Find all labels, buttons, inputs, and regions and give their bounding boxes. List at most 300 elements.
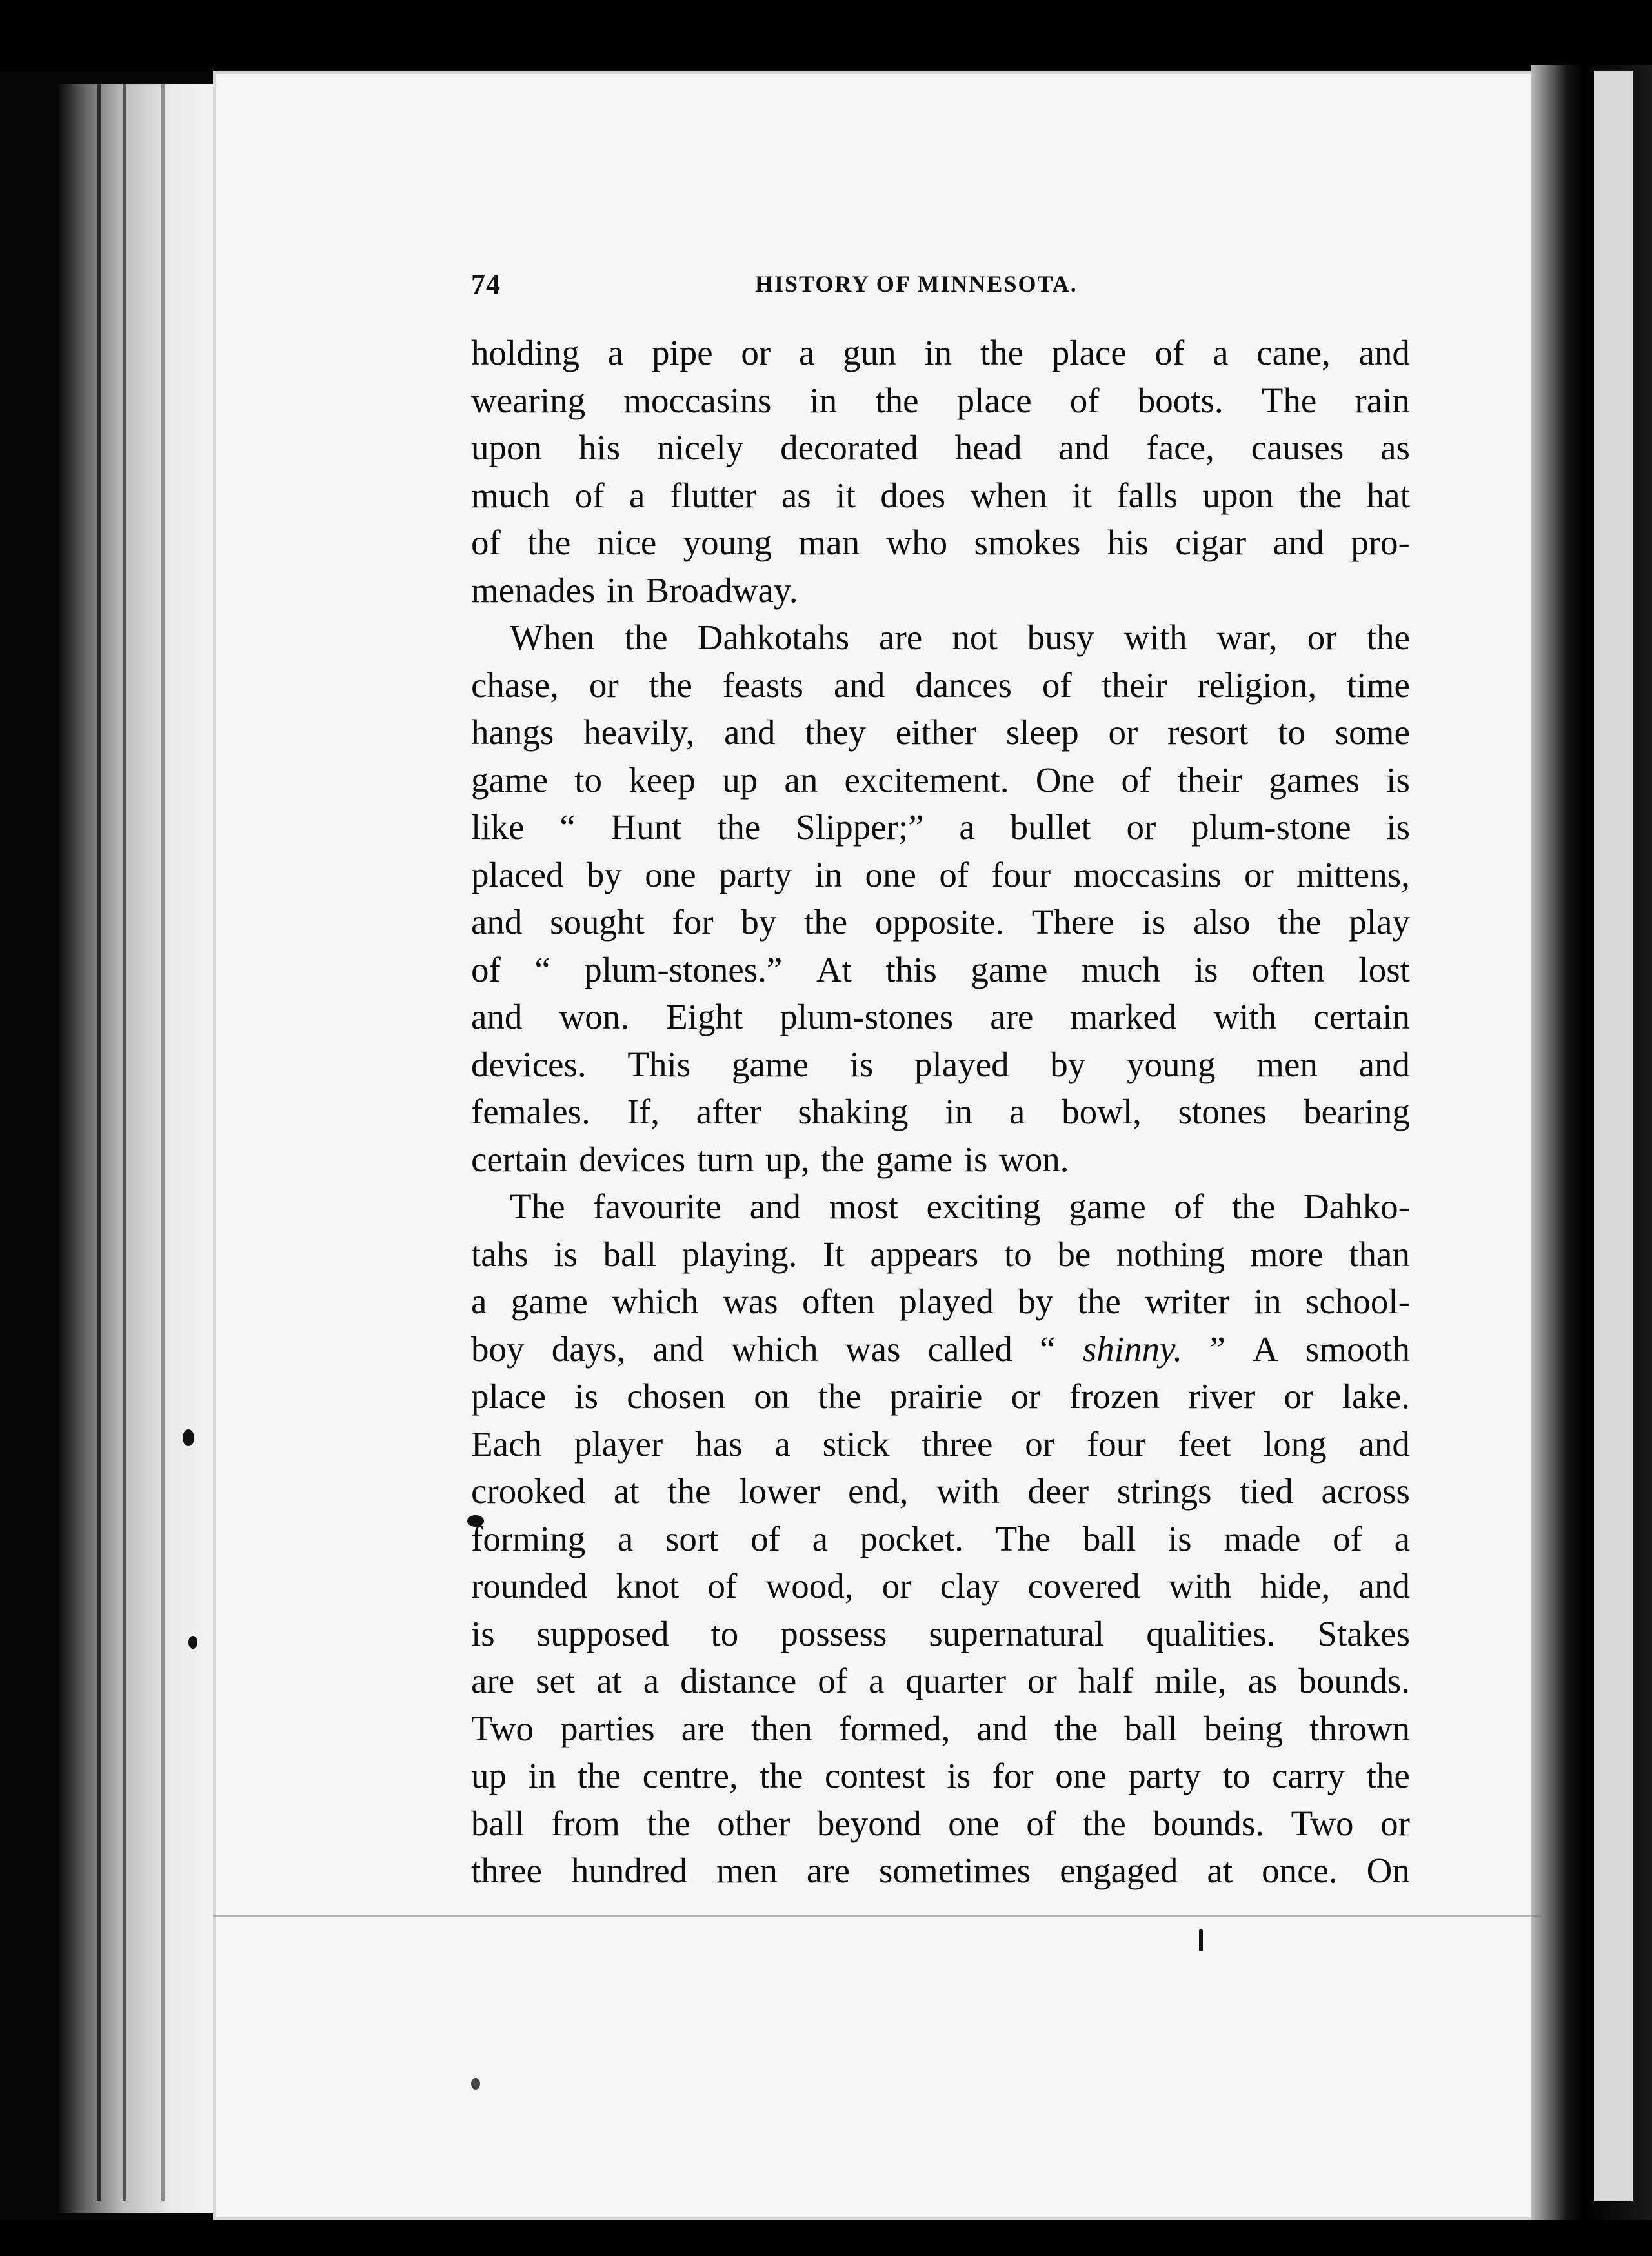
word: place [1051, 333, 1127, 372]
word: half [1078, 1661, 1134, 1700]
word: has [695, 1424, 743, 1464]
word: falls [1116, 475, 1178, 515]
word: Stakes [1317, 1613, 1410, 1653]
word: the [760, 1756, 803, 1795]
word: excitement. [844, 760, 1009, 800]
word: is [849, 1044, 874, 1084]
word: by [586, 854, 622, 894]
word: played [899, 1282, 994, 1321]
word: head [954, 428, 1022, 467]
word: and [1273, 523, 1324, 562]
word: end, [848, 1471, 909, 1511]
scan-artifact-line [213, 1915, 1542, 1917]
word: Hunt [610, 807, 682, 847]
word: of [1042, 665, 1072, 705]
word: is [1386, 760, 1410, 800]
word: young [1126, 1044, 1216, 1084]
word: females. [471, 1092, 590, 1131]
word: a [798, 333, 815, 372]
text-line [471, 1467, 1410, 1515]
word: strings [1116, 1471, 1212, 1511]
word: is [574, 1376, 598, 1416]
word: knot [616, 1566, 680, 1606]
word: sleep [1005, 712, 1079, 752]
word: a [471, 1282, 487, 1321]
word: in [945, 1092, 973, 1131]
word: devices [579, 1139, 686, 1179]
word: smokes [974, 523, 1081, 562]
text-line [471, 472, 1410, 519]
word: long [1263, 1424, 1327, 1464]
page-edge-line [123, 84, 126, 2201]
word: is [1194, 949, 1218, 989]
word: The [995, 1518, 1051, 1558]
word: wearing [471, 380, 586, 420]
word: one [948, 1803, 1000, 1843]
word: a [812, 1518, 828, 1558]
word: four [991, 854, 1051, 894]
word: One [1035, 760, 1095, 800]
word: stick [822, 1424, 890, 1464]
text-line [471, 424, 1410, 472]
word: his [1107, 523, 1149, 562]
word: being [1204, 1708, 1284, 1748]
word: cigar [1175, 523, 1247, 562]
word: the [624, 618, 668, 657]
word: favourite [593, 1187, 721, 1226]
word: much [1081, 949, 1161, 989]
word: lower [739, 1471, 820, 1511]
word: man [798, 523, 860, 562]
word: quarter [905, 1661, 1007, 1700]
text-line [471, 377, 1410, 425]
word: the [577, 1756, 621, 1795]
word: supernatural [929, 1613, 1105, 1653]
word: of [1333, 1518, 1362, 1558]
text-line [471, 946, 1410, 994]
word: and [471, 997, 523, 1036]
word: the [1054, 1708, 1098, 1748]
word: Slipper;” [796, 807, 924, 847]
page-number: 74 [471, 268, 501, 300]
word: smooth [1305, 1329, 1410, 1369]
word: On [1366, 1851, 1410, 1890]
word: A [1253, 1329, 1278, 1369]
word: other [717, 1803, 791, 1843]
word: Eight [666, 997, 743, 1036]
word: up [471, 1756, 507, 1795]
word: to [1003, 1234, 1032, 1274]
word: be [1057, 1234, 1091, 1274]
word: once. [1262, 1851, 1338, 1890]
word: is [554, 1234, 578, 1274]
word: of [750, 1518, 780, 1558]
running-head: HISTORY OF MINNESOTA. [755, 271, 1078, 297]
word: his [578, 428, 621, 467]
word: lost [1358, 949, 1410, 989]
word: with [936, 1471, 1000, 1511]
word: game [876, 1139, 953, 1179]
word: deer [1027, 1471, 1089, 1511]
word: the [1278, 902, 1322, 942]
word: the [1366, 618, 1410, 657]
word: the [1082, 1803, 1126, 1843]
text-line [471, 1041, 1410, 1089]
word: bounds. [1298, 1661, 1410, 1700]
word: place [471, 1376, 547, 1416]
word: in [809, 380, 838, 420]
word: are [879, 618, 923, 657]
word: at [613, 1471, 640, 1511]
word: a [643, 1661, 660, 1700]
bottom-dark-margin [0, 2220, 1652, 2256]
word: marked [1070, 997, 1177, 1036]
word: opposite. [874, 902, 1005, 942]
word: moccasins [623, 380, 772, 420]
word: in [607, 570, 634, 610]
word: qualities. [1146, 1613, 1276, 1653]
word: of [471, 949, 501, 989]
text-line [471, 756, 1410, 804]
word: ” [1209, 1329, 1225, 1369]
word: supposed [536, 1613, 669, 1653]
word: This [627, 1044, 691, 1084]
word: nothing [1116, 1234, 1225, 1274]
word: playing. [681, 1234, 798, 1274]
word: possess [780, 1613, 887, 1653]
page-edge-line [161, 84, 165, 2201]
word: or [1027, 1661, 1057, 1700]
word: lake. [1342, 1376, 1410, 1416]
word: engaged [1060, 1851, 1178, 1890]
word: cane, [1256, 333, 1331, 372]
word: bowl, [1062, 1092, 1142, 1131]
word: a [629, 475, 645, 515]
word: won. [999, 1139, 1069, 1179]
word: is [963, 1139, 988, 1179]
word: hat [1366, 475, 1410, 515]
word: of [471, 523, 501, 562]
word: of [707, 1566, 738, 1606]
word: game [1069, 1187, 1146, 1226]
word: At [816, 949, 852, 989]
word: one [1055, 1756, 1107, 1795]
word: hundred [570, 1851, 688, 1890]
word: four [1086, 1424, 1146, 1464]
word: bullet [1010, 807, 1091, 847]
word: sometimes [878, 1851, 1031, 1890]
word: and [1358, 1044, 1410, 1084]
word: turn [696, 1139, 754, 1179]
word: at [596, 1661, 622, 1700]
word: Two [1291, 1803, 1354, 1843]
word: contest [825, 1756, 925, 1795]
word: game [971, 949, 1048, 989]
word: bearing [1303, 1092, 1410, 1131]
word: formed, [838, 1708, 951, 1748]
word: the [1077, 1282, 1121, 1321]
word: school- [1305, 1282, 1410, 1321]
word: it [1072, 475, 1092, 515]
word: often [801, 1282, 875, 1321]
word: The [1261, 380, 1317, 420]
word: was [845, 1329, 901, 1369]
word: dances [915, 665, 1012, 705]
word: much [471, 475, 550, 515]
word: the [1232, 1187, 1276, 1226]
word: for [672, 902, 714, 942]
word: or [1380, 1803, 1410, 1843]
word: in [528, 1756, 556, 1795]
word: and [471, 902, 523, 942]
text-line [471, 1183, 1410, 1231]
word: and [1058, 428, 1110, 467]
word: or [741, 333, 771, 372]
word: frozen [1069, 1376, 1160, 1416]
word: moccasins [1073, 854, 1222, 894]
left-page-edges [58, 84, 219, 2213]
word: or [1284, 1376, 1314, 1416]
word: menades [471, 570, 596, 610]
word: resort [1167, 712, 1249, 752]
word: ball [1082, 1518, 1136, 1558]
word: three [922, 1424, 993, 1464]
word: keep [629, 760, 696, 800]
word: their [1102, 665, 1167, 705]
word: holding [471, 333, 580, 372]
word: won. [559, 997, 629, 1036]
text-line [471, 709, 1410, 756]
word: play [1349, 902, 1410, 942]
word: as [1247, 1661, 1278, 1700]
word: as [1380, 428, 1410, 467]
word: of [1174, 1187, 1204, 1226]
word: or [1307, 618, 1337, 657]
ink-spot [1199, 1929, 1203, 1951]
word: There [1031, 902, 1114, 942]
word: by [1050, 1044, 1086, 1084]
word: a [607, 333, 624, 372]
word: the [667, 1471, 711, 1511]
word: wood, [765, 1566, 854, 1606]
text-line [471, 1752, 1410, 1800]
word: a [1213, 333, 1229, 372]
text-line [471, 1657, 1410, 1705]
text-line [471, 1373, 1410, 1420]
text-line [471, 1610, 1410, 1658]
word: and [1358, 1424, 1410, 1464]
text-line [471, 898, 1410, 946]
word: days, [551, 1329, 626, 1369]
word: the [875, 380, 919, 420]
text-line [471, 1705, 1410, 1753]
word: after [696, 1092, 761, 1131]
word: When [510, 618, 595, 657]
word: mile, [1154, 1661, 1227, 1700]
word: Dahkotahs [697, 618, 849, 657]
word: exciting [926, 1187, 1041, 1226]
word: centre, [642, 1756, 738, 1795]
word: for [992, 1756, 1034, 1795]
word: or [1126, 807, 1156, 847]
word: and [833, 665, 885, 705]
word: of [1121, 760, 1151, 800]
word: nicely [656, 428, 744, 467]
word: war, [1216, 618, 1278, 657]
word: game [510, 1282, 588, 1321]
word: busy [1027, 618, 1094, 657]
word: ball [1124, 1708, 1178, 1748]
word: not [952, 618, 998, 657]
word: a [959, 807, 975, 847]
word: up [722, 760, 758, 800]
ink-spot [471, 2078, 480, 2090]
word: sort [665, 1518, 719, 1558]
text-line [471, 1278, 1410, 1325]
word: it [836, 475, 856, 515]
word: one [865, 854, 916, 894]
text-line [471, 851, 1410, 899]
word: beyond [816, 1803, 922, 1843]
word: the [647, 1803, 690, 1843]
word: clay [940, 1566, 1000, 1606]
text-line [471, 661, 1410, 709]
word: of [939, 854, 969, 894]
word: an [784, 760, 818, 800]
word: game [471, 760, 549, 800]
word: mittens, [1296, 854, 1410, 894]
word: Dahko- [1303, 1187, 1410, 1226]
word: than [1349, 1234, 1410, 1274]
word: shinny. [1082, 1329, 1183, 1369]
word: was [723, 1282, 778, 1321]
word: boots. [1137, 380, 1224, 420]
word: by [741, 902, 777, 942]
word: the [649, 665, 692, 705]
word: a [617, 1518, 634, 1558]
word: decorated [780, 428, 918, 467]
word: heavily, [583, 712, 695, 752]
word: distance [680, 1661, 797, 1700]
word: and [749, 1187, 801, 1226]
word: thrown [1309, 1708, 1410, 1748]
word: in [814, 854, 843, 894]
word: player [574, 1424, 663, 1464]
word: games [1269, 760, 1360, 800]
word: or [589, 665, 619, 705]
text-line [471, 329, 1410, 377]
word: is [947, 1756, 971, 1795]
word: they [805, 712, 866, 752]
word: causes [1251, 428, 1344, 467]
word: are [806, 1851, 850, 1890]
word: party [1128, 1756, 1202, 1795]
word: rain [1355, 380, 1410, 420]
word: tied [1240, 1471, 1293, 1511]
text-line [471, 1800, 1410, 1848]
word: young [683, 523, 772, 562]
word: chase, [471, 665, 559, 705]
word: carry [1272, 1756, 1345, 1795]
word: often [1251, 949, 1325, 989]
word: feet [1178, 1424, 1231, 1464]
word: is [1386, 807, 1410, 847]
word: which [731, 1329, 818, 1369]
word: Each [471, 1424, 542, 1464]
word: stones [1178, 1092, 1267, 1131]
word: a [868, 1661, 885, 1700]
word: of [818, 1661, 848, 1700]
word: time [1347, 665, 1410, 705]
word: are [990, 997, 1034, 1036]
word: is [1167, 1518, 1192, 1558]
text-line [471, 614, 1410, 661]
word: Two [471, 1708, 534, 1748]
word: and [652, 1329, 704, 1369]
word: upon [1202, 475, 1274, 515]
text-line [471, 1847, 1410, 1895]
word: of [574, 475, 605, 515]
word: river [1188, 1376, 1256, 1416]
top-dark-margin [0, 0, 1652, 71]
text-line [471, 519, 1410, 567]
word: the [804, 902, 848, 942]
word: appears [870, 1234, 979, 1274]
word: “ [559, 807, 576, 847]
right-page-gutter [1531, 65, 1582, 2220]
word: like [471, 807, 525, 847]
word: made [1224, 1518, 1301, 1558]
word: men [716, 1851, 778, 1890]
word: on [754, 1376, 790, 1416]
word: by [1018, 1282, 1054, 1321]
word: parties [560, 1708, 655, 1748]
word: more [1250, 1234, 1324, 1274]
word: set [536, 1661, 576, 1700]
word: gun [843, 333, 896, 372]
word: either [895, 712, 976, 752]
text-line [471, 1088, 1410, 1136]
word: with [1123, 618, 1187, 657]
word: with [1168, 1566, 1232, 1606]
word: hangs [471, 712, 554, 752]
word: as [781, 475, 811, 515]
word: Broadway. [645, 570, 798, 610]
text-line [471, 1325, 1410, 1373]
word: writer [1145, 1282, 1230, 1321]
word: game [731, 1044, 809, 1084]
word: ball [603, 1234, 657, 1274]
word: a [1009, 1092, 1025, 1131]
word: in [1253, 1282, 1282, 1321]
page-header [471, 268, 1439, 307]
word: at [1207, 1851, 1233, 1890]
word: plum-stones [780, 997, 954, 1036]
word: with [1213, 997, 1277, 1036]
word: also [1193, 902, 1251, 942]
text-line [471, 803, 1410, 851]
word: pipe [651, 333, 713, 372]
word: up, [765, 1139, 810, 1179]
word: in [924, 333, 952, 372]
word: or [881, 1566, 912, 1606]
word: place [956, 380, 1032, 420]
word: one [645, 854, 696, 894]
word: hide, [1260, 1566, 1331, 1606]
word: upon [471, 428, 542, 467]
word: “ [1040, 1329, 1056, 1369]
word: the [980, 333, 1024, 372]
